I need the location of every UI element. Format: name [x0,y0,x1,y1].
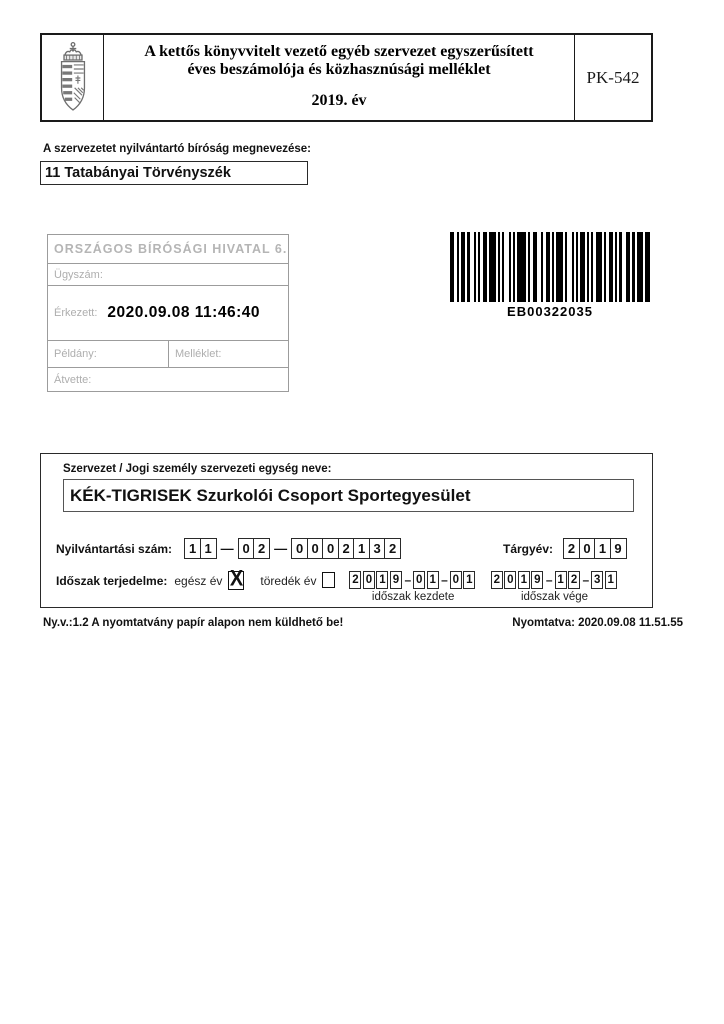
organization-section [40,453,653,608]
stamp-received-value: 2020.09.08 11:46:40 [107,304,260,321]
period-end-digits: 2 0 1 9 – 1 2 – 3 1 [491,571,618,589]
footer-version-note: Ny.v.:1.2 A nyomtatvány papír alapon nem küldhető be! [43,617,344,629]
period-label: Időszak terjedelme: [56,574,168,588]
period-end-caption: időszak vége [520,591,589,603]
target-year-digits: 2 0 1 9 [563,538,627,559]
logo-cell [42,35,103,120]
stamp-received-row [48,286,288,341]
stamp-copy-attachment-row [48,341,288,368]
barcode [450,232,650,319]
barcode-value: EB00322035 [507,304,593,319]
hungarian-coat-of-arms-logo [55,40,91,116]
registration-number-label: Nyilvántartási szám: [56,541,173,556]
partial-year-checkbox [322,572,335,588]
full-year-label: egész év [174,574,223,588]
court-name-value: 11 Tatabányai Törvényszék [45,165,231,181]
stamp-received-label: Érkezett: [54,307,98,319]
period-start-block [349,571,476,603]
form-title-line1: A kettős könyvvitelt vezető egyéb szervezet egyszerűsített [144,43,534,60]
stamp-received-by-label: Átvette: [54,374,92,386]
barcode-bars [450,232,650,302]
arrival-stamp [47,234,289,392]
form-year: 2019. év [311,92,367,109]
target-year-label: Tárgyév: [503,541,554,556]
period-start-digits: 2 0 1 9 – 0 1 – 0 1 [349,571,476,589]
organization-name-label: Szervezet / Jogi személy szervezeti egység neve: [63,463,332,475]
stamp-case-number-label: Ügyszám: [48,264,288,286]
period-end-block [491,571,618,603]
form-header [40,33,653,122]
form-title-block [103,35,575,120]
registration-number-row [56,538,401,559]
partial-year-label: töredék év [260,574,317,588]
stamp-office-name: ORSZÁGOS BÍRÓSÁGI HIVATAL 6. [48,235,288,264]
full-year-checkbox [228,566,244,592]
registration-number-digits: 1 1 — 0 2 — 0 0 0 2 1 3 2 [184,538,401,559]
court-name-field [40,161,308,185]
target-year-row [503,538,627,559]
form-title-line2: éves beszámolója és közhasznúsági melléklet [187,61,491,78]
organization-name-field [63,479,634,512]
stamp-copy-label: Példány: [48,341,169,367]
footer-printed-timestamp: Nyomtatva: 2020.09.08 11.51.55 [512,617,683,629]
court-label: A szervezetet nyilvántartó bíróság megnevezése: [43,143,312,155]
period-row [56,566,632,603]
organization-name-value: KÉK-TIGRISEK Szurkolói Csoport Sportegyesület [70,485,471,505]
period-start-caption: időszak kezdete [371,591,455,603]
stamp-attachment-label: Melléklet: [175,348,222,360]
full-year-checkmark: X [229,566,244,592]
form-code: PK-542 [586,67,640,87]
